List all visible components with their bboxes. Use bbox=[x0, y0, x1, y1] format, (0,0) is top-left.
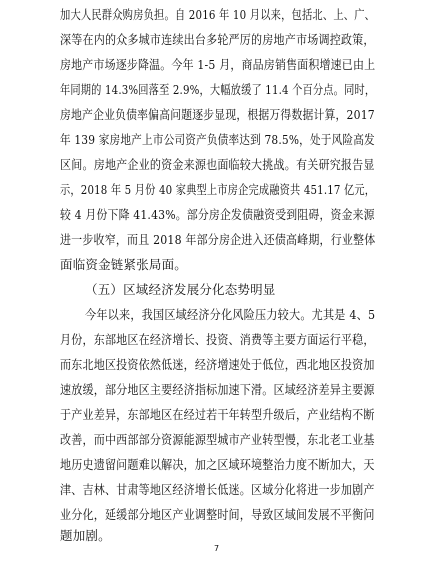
text-line: 深等在内的众多城市连续出台多轮严厉的房地产市场调控政策， bbox=[60, 32, 375, 47]
text-line: 而东北地区投资依然低迷，经济增速处于低位，西北地区投资加 bbox=[60, 357, 375, 372]
text-line: 今年以来，我国区域经济分化风险压力较大。尤其是 4、5 bbox=[85, 307, 376, 322]
text-line: 较 4 月份下降 41.43%。部分房企发债融资受到阻碍，资金来源 bbox=[60, 207, 375, 222]
text-line: 于产业差异，东部地区在经过若干年转型升级后，产业结构不断 bbox=[60, 407, 375, 422]
text-line: 区间。房地产企业的资金来源也面临较大挑战。有关研究报告显 bbox=[60, 157, 375, 172]
text-line: 示，2018 年 5 月份 40 家典型上市房企完成融资共 451.17 亿元， bbox=[60, 182, 376, 197]
text-line: 题加剧。 bbox=[60, 528, 111, 543]
text-line: 年 139 家房地产上市公司资产负债率达到 78.5%，处于风险高发 bbox=[60, 132, 375, 147]
page-number: 7 bbox=[213, 544, 220, 553]
text-line: 加大人民群众购房负担。自 2016 年 10 月以来，包括北、上、广、 bbox=[60, 7, 376, 22]
text-line: 面临资金链紧张局面。 bbox=[60, 257, 188, 272]
text-line: 津、吉林、甘肃等地区经济增长低迷。区域分化将进一步加剧产 bbox=[60, 482, 375, 497]
text-line: 地历史遗留问题难以解决，加之区域环境整治力度不断加大，天 bbox=[60, 457, 375, 472]
text-line: 业分化，延缓部分地区产业调整时间，导致区域间发展不平衡问 bbox=[60, 507, 375, 522]
text-line: 速放缓，部分地区主要经济指标加速下滑。区域经济差异主要源 bbox=[60, 382, 375, 397]
text-line: 月份，东部地区在经济增长、投资、消费等主要方面运行平稳， bbox=[60, 332, 375, 347]
text-line: 进一步收窄，而且 2018 年部分房企进入还债高峰期，行业整体 bbox=[60, 232, 376, 247]
text-line: 房地产市场逐步降温。今年 1-5 月，商品房销售面积增速已由上 bbox=[60, 57, 376, 72]
text-line: 改善，而中西部部分资源能源型城市产业转型慢，东北老工业基 bbox=[60, 432, 375, 447]
section-heading: （五）区域经济发展分化态势明显 bbox=[85, 282, 276, 297]
text-line: 房地产企业负债率偏高问题逐步显现，根据万得数据计算，2017 bbox=[60, 107, 375, 122]
text-line: 年同期的 14.3%回落至 2.9%，大幅放缓了 11.4 个百分点。同时， bbox=[60, 82, 376, 97]
